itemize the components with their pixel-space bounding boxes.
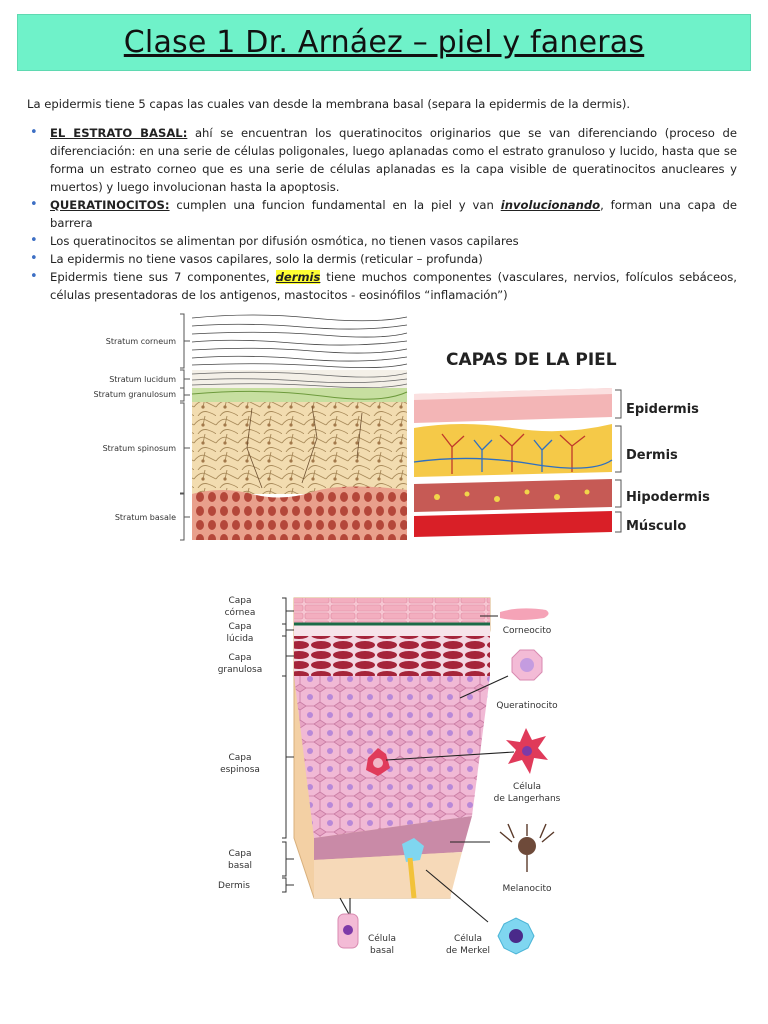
capa-granulosa-label-2: granulosa	[217, 665, 263, 675]
bullet-text: La epidermis no tiene vasos capilares, solo la dermis (reticular – profunda)	[50, 252, 483, 266]
title-banner	[17, 14, 751, 71]
capa-basal-label-2: basal	[228, 861, 252, 871]
capa-cornea-label-1: Capa	[228, 596, 252, 606]
basal-cell-label-1: Célula	[367, 934, 397, 944]
skin-layers-figure	[412, 342, 712, 542]
queratinocito-icon	[512, 650, 542, 680]
capa-granulosa-label-1: Capa	[228, 653, 252, 663]
bullet-lead: QUERATINOCITOS:	[50, 198, 170, 212]
list-item	[27, 268, 737, 304]
melanocito-label: Melanocito	[502, 884, 552, 894]
corneocito-icon	[500, 608, 549, 620]
capa-espinosa-label-1: Capa	[228, 753, 252, 763]
emphasis-text: involucionando	[500, 198, 601, 212]
stratum-lucidum-label: Stratum lucidum	[109, 375, 176, 384]
intro-paragraph: La epidermis tiene 5 capas las cuales van desde la membrana basal (separa la epidermis de la dermis).	[27, 97, 631, 111]
bullet-text: Los queratinocitos se alimentan por difusión osmótica, no tienen vasos capilares	[50, 234, 519, 248]
list-item	[27, 196, 737, 232]
page-title: Clase 1 Dr. Arnáez – piel y faneras	[123, 25, 645, 60]
bullet-text: Epidermis tiene sus 7 componentes,	[50, 270, 276, 284]
langerhans-cell-icon	[506, 728, 548, 774]
merkel-cell-icon	[498, 918, 534, 954]
bullet-text: , forman una capa de barrera	[50, 198, 737, 230]
corneocito-label: Corneocito	[502, 626, 552, 636]
highlighted-text: dermis	[275, 270, 321, 284]
list-item	[27, 250, 737, 268]
capa-lucida-label-1: Capa	[228, 622, 252, 632]
stratum-corneum-label: Stratum corneum	[105, 337, 176, 346]
stratum-basale-label: Stratum basale	[114, 513, 176, 522]
capa-basal-label-1: Capa	[228, 849, 252, 859]
dermis-label: Dermis	[626, 448, 678, 463]
bullet-lead: EL ESTRATO BASAL:	[50, 126, 188, 140]
skin-layers-title: CAPAS DE LA PIEL	[446, 350, 617, 370]
bullet-text: cumplen una funcion fundamental en la piel y van	[169, 198, 501, 212]
hipodermis-label: Hipodermis	[626, 490, 710, 505]
epidermis-cells-figure	[200, 580, 572, 978]
merkel-cell-label-1: Célula	[453, 934, 483, 944]
capa-espinosa-label-2: espinosa	[220, 765, 260, 775]
dermis-label: Dermis	[218, 881, 250, 891]
strata-histology-figure	[62, 308, 412, 544]
list-item	[27, 232, 737, 250]
bullet-text: tiene muchos componentes (vasculares, nervios, folículos sebáceos, células presentadoras de los antigenos, mastocitos - eosinófilos “inflamación”)	[50, 270, 737, 302]
capa-cornea-label-2: córnea	[224, 608, 256, 618]
langerhans-label-2: de Langerhans	[493, 794, 561, 804]
basal-cell-label-2: basal	[370, 946, 394, 956]
melanocito-icon	[500, 824, 554, 872]
queratinocito-label: Queratinocito	[496, 701, 558, 711]
merkel-cell-label-2: de Merkel	[445, 946, 491, 956]
basal-cell-icon	[338, 914, 358, 948]
stratum-granulosum-label: Stratum granulosum	[93, 390, 176, 399]
langerhans-label-1: Célula	[512, 782, 542, 792]
stratum-spinosum-label: Stratum spinosum	[102, 444, 176, 453]
musculo-label: Músculo	[626, 519, 687, 534]
epidermis-label: Epidermis	[626, 402, 699, 417]
bullet-list	[27, 124, 737, 304]
bullet-text: ahí se encuentran los queratinocitos originarios que se van diferenciando (proceso de diferenciación: en una serie de células poligonales, luego aplanadas como el estrato granuloso y lucido, hasta que se forma un estrato corneo que es una serie de células aplanadas es la capa visible de queratinocitos anucleares y muertos) y luego involucionan hasta la apoptosis.	[50, 126, 737, 194]
capa-lucida-label-2: lúcida	[226, 634, 254, 644]
list-item	[27, 124, 737, 196]
